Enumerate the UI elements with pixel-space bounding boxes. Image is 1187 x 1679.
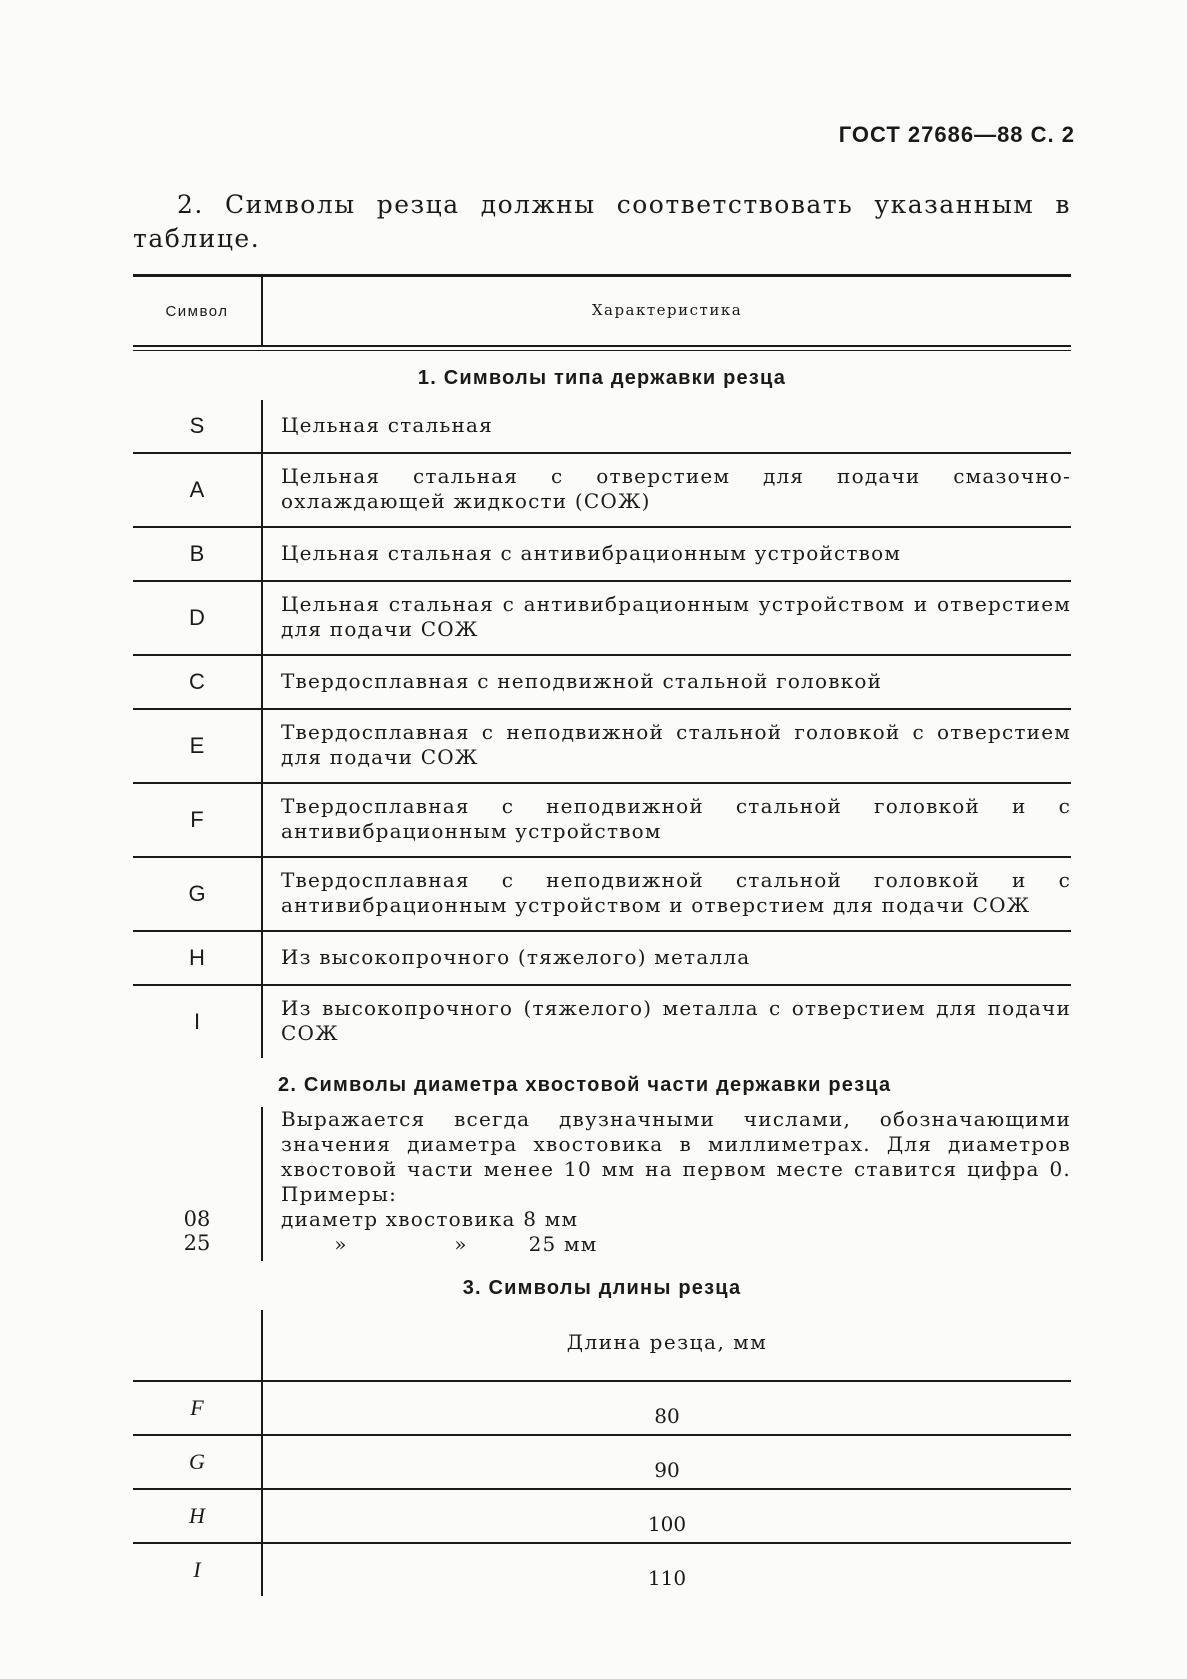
row-symbol: C [189,669,205,694]
row-description: Твердосплавная с неподвижной стальной головкой с отверстием для подачи СОЖ [261,710,1071,782]
shank-diameter-block [133,1107,1071,1261]
document-header: ГОСТ 27686—88 С. 2 [838,122,1075,147]
length-symbol: H [189,1503,205,1528]
table-row [133,454,1071,528]
example-line: диаметр хвостовика 8 мм [281,1207,579,1231]
row-description: Из высокопрочного (тяжелого) металла [261,932,1071,984]
shank-diameter-description: Выражается всегда двузначными числами, обозначающими значения диаметра хвостовика в миллиметрах. Для диаметров хвостовой части менее 10 мм на первом месте ставится цифра 0. Примеры: [281,1107,1071,1206]
table-row [133,858,1071,932]
length-value: 100 [261,1490,1071,1542]
row-description: Твердосплавная с неподвижной стальной головкой [261,656,1071,708]
row-symbol: H [189,945,205,970]
section-title-tool-length: 3. Символы длины резца [462,1277,742,1299]
row-description: Цельная стальная [261,400,1071,452]
table-row [133,710,1071,784]
table-row [133,784,1071,858]
row-description: Цельная стальная с антивибрационным устройством [261,528,1071,580]
example-symbol: 25 [183,1231,211,1255]
row-symbol: A [189,477,205,502]
length-symbol: F [190,1395,204,1420]
length-symbol: G [189,1449,205,1474]
row-symbol: E [189,733,205,758]
shank-diameter-text [261,1107,1071,1261]
row-symbol: B [189,541,205,566]
example-value: 25 мм [528,1232,598,1256]
table-row [133,528,1071,582]
length-header: Длина резца, мм [261,1310,1071,1380]
row-symbol: F [190,807,204,832]
table-row [133,986,1071,1058]
table-header-row [133,277,1071,345]
table-row [133,932,1071,986]
table-row [133,400,1071,454]
symbols-table [133,274,1071,1596]
section-title-shank-diameter: 2. Символы диаметра хвостовой части державки резца [278,1074,892,1096]
row-description: Твердосплавная с неподвижной стальной головкой и с антивибрационным устройством [261,784,1071,856]
intro-paragraph: 2. Символы резца должны соответствовать указанным в таблице. [133,190,1071,253]
row-symbol: S [189,413,205,438]
table-row [133,656,1071,710]
length-row [133,1436,1071,1490]
column-header-symbol: Символ [165,302,229,320]
example-symbol: 08 [183,1207,211,1231]
length-header-empty [133,1310,261,1380]
row-description: Цельная стальная с антивибрационным устройством и отверстием для подачи СОЖ [261,582,1071,654]
length-header-row [133,1310,1071,1382]
row-description: Цельная стальная с отверстием для подачи смазочно-охлаждающей жидкости (СОЖ) [261,454,1071,526]
length-value: 90 [261,1436,1071,1488]
length-symbol: I [193,1557,201,1582]
example-symbols [133,1107,261,1261]
length-row [133,1382,1071,1436]
length-row [133,1490,1071,1544]
length-value: 110 [261,1544,1071,1596]
length-table [133,1310,1071,1596]
example-line [281,1232,1071,1257]
table-row [133,582,1071,656]
row-symbol: G [188,881,206,906]
ditto-mark: » [334,1232,348,1256]
row-symbol: D [189,605,205,630]
row-description: Твердосплавная с неподвижной стальной головкой и с антивибрационным устройством и отверстием для подачи СОЖ [261,858,1071,930]
row-description: Из высокопрочного (тяжелого) металла с отверстием для подачи СОЖ [261,986,1071,1058]
column-header-description: Характеристика [261,277,1071,345]
row-symbol: I [193,1009,201,1034]
length-value: 80 [261,1382,1071,1434]
section-title-holder-type: 1. Символы типа державки резца [417,367,787,389]
ditto-mark: » [454,1232,468,1256]
length-row [133,1544,1071,1596]
